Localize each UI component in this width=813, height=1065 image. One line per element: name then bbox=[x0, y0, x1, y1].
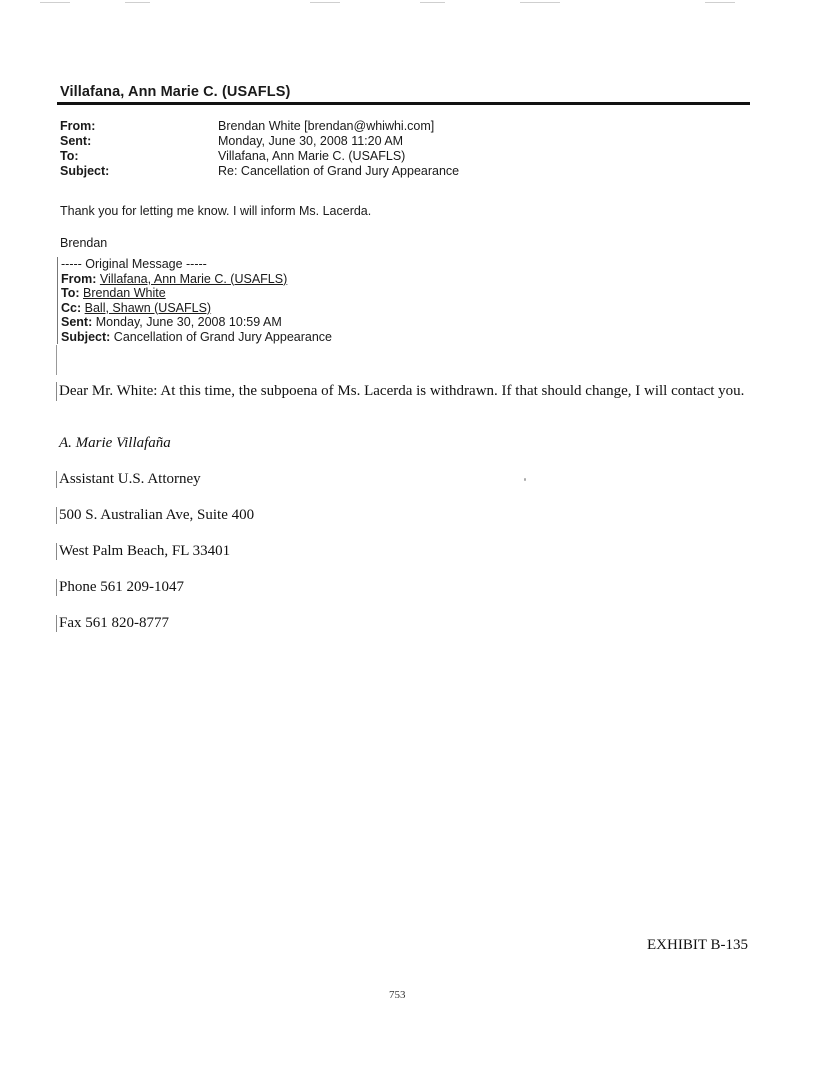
original-cc-link[interactable]: Ball, Shawn (USAFLS) bbox=[84, 300, 212, 315]
email-owner-name: Villafana, Ann Marie C. (USAFLS) bbox=[60, 84, 291, 100]
original-subject-row bbox=[61, 330, 332, 345]
signature-title: Assistant U.S. Attorney bbox=[56, 471, 201, 488]
email-header bbox=[60, 119, 459, 179]
original-message-header bbox=[57, 257, 332, 344]
original-subject-label: Subject: bbox=[61, 329, 111, 344]
from-label: From: bbox=[60, 119, 96, 133]
original-to-label: To: bbox=[61, 286, 80, 300]
signature-fax: Fax 561 820-8777 bbox=[56, 615, 169, 632]
page-number: 753 bbox=[389, 989, 406, 1001]
header-sent-row bbox=[60, 134, 459, 149]
original-subject-value: Cancellation of Grand Jury Appearance bbox=[113, 329, 332, 344]
subject-value: Re: Cancellation of Grand Jury Appearance bbox=[218, 164, 460, 178]
from-value: Brendan White [brendan@whiwhi.com] bbox=[218, 119, 435, 133]
reply-signoff: Brendan bbox=[60, 236, 108, 250]
sent-label: Sent: bbox=[60, 134, 92, 148]
original-to-row bbox=[61, 286, 332, 301]
signature-name: A. Marie Villafaña bbox=[59, 435, 171, 451]
exhibit-label: EXHIBIT B-135 bbox=[647, 937, 748, 953]
reply-text: Thank you for letting me know. I will inform Ms. Lacerda. bbox=[60, 204, 372, 218]
original-message-body: Dear Mr. White: At this time, the subpoena of Ms. Lacerda is withdrawn. If that should change, I will contact you. bbox=[56, 382, 759, 401]
sent-value: Monday, June 30, 2008 11:20 AM bbox=[218, 134, 404, 148]
original-from-row bbox=[61, 272, 332, 287]
header-subject-row bbox=[60, 164, 459, 179]
header-divider bbox=[57, 102, 750, 105]
original-cc-row bbox=[61, 301, 332, 316]
original-sent-label: Sent: bbox=[61, 315, 93, 329]
margin-line bbox=[56, 345, 57, 375]
to-value: Villafana, Ann Marie C. (USAFLS) bbox=[218, 149, 406, 163]
signature-city: West Palm Beach, FL 33401 bbox=[56, 543, 230, 560]
original-sent-row bbox=[61, 315, 332, 330]
signature-phone: Phone 561 209-1047 bbox=[56, 579, 184, 596]
original-message-divider: ----- Original Message ----- bbox=[61, 257, 207, 271]
original-from-label: From: bbox=[61, 271, 97, 286]
original-cc-label: Cc: bbox=[61, 300, 82, 315]
header-to-row bbox=[60, 149, 459, 164]
scan-speck bbox=[524, 478, 526, 481]
original-sent-value: Monday, June 30, 2008 10:59 AM bbox=[95, 315, 282, 329]
subject-label: Subject: bbox=[60, 164, 110, 178]
to-label: To: bbox=[60, 149, 79, 163]
original-from-link[interactable]: Villafana, Ann Marie C. (USAFLS) bbox=[99, 271, 288, 286]
signature-address: 500 S. Australian Ave, Suite 400 bbox=[56, 507, 254, 524]
header-from-row bbox=[60, 119, 459, 134]
original-to-link[interactable]: Brendan White bbox=[83, 286, 166, 300]
scan-artifact-marks bbox=[0, 0, 813, 6]
